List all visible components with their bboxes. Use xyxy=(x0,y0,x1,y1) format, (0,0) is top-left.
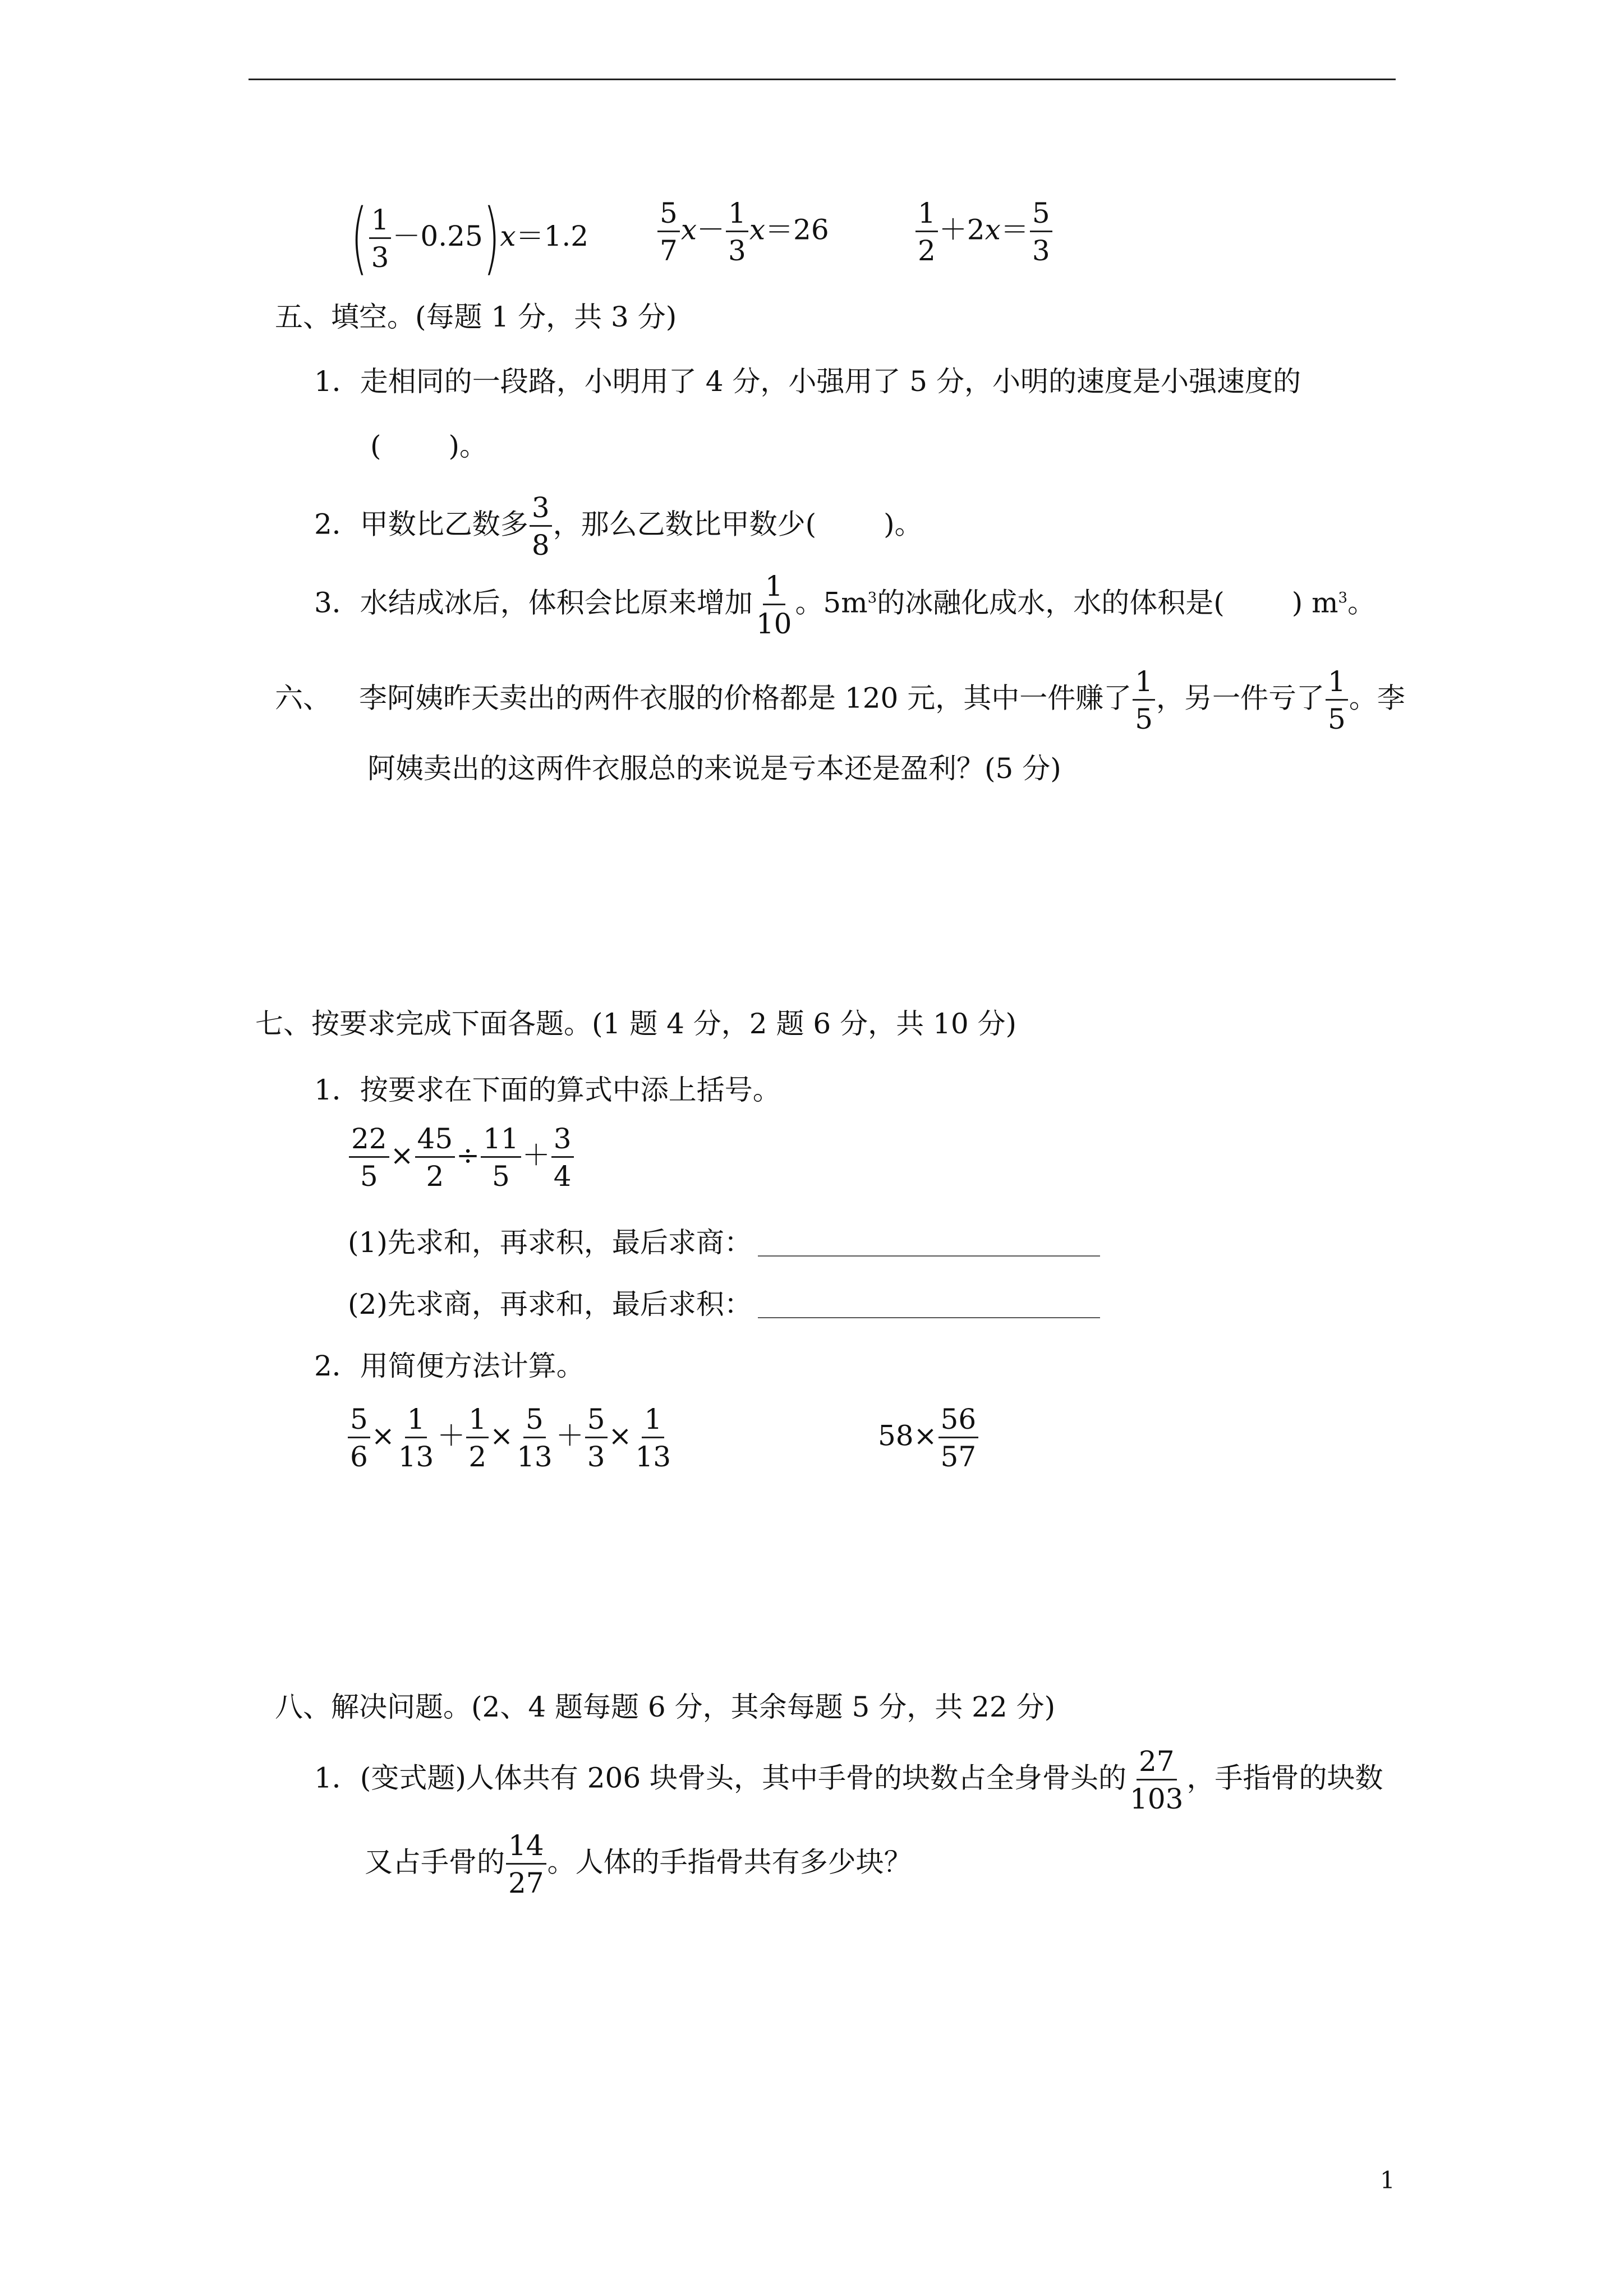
fraction: $\frac{1}{3}$ xyxy=(369,206,392,272)
expression: $\frac{22}{5}$ × $\frac{45}{2}$ ÷ $\frac{11}{5}$ ＋ $\frac{3}{4}$ xyxy=(348,1125,575,1190)
question-8-1-line-2: 又占手骨的 $\frac{14}{27}$ 。人体的手指骨共有多少块？ xyxy=(365,1829,912,1899)
fraction: $\frac{56}{57}$ xyxy=(938,1405,979,1471)
question-5-1-answer: ( )。 xyxy=(370,430,488,462)
question-7-1: 1．按要求在下面的算式中添上括号。 xyxy=(314,1074,781,1106)
section-5-title: 五、填空。(每题 1 分，共 3 分) xyxy=(275,301,677,333)
fraction: $\frac{5}{13}$ xyxy=(517,1403,553,1473)
fraction: $\frac{3}{8}$ xyxy=(530,494,552,559)
fraction: $\frac{27}{103}$ xyxy=(1130,1745,1184,1815)
sub-question-2: (2)先求商，再求和，最后求积： xyxy=(348,1290,1100,1318)
fraction: $\frac{1}{5}$ xyxy=(1133,668,1155,733)
question-8-1: 1．(变式题)人体共有 206 块骨头，其中手骨的块数占全身骨头的 $\frac{27}{103}$ ，手指骨的块数 xyxy=(314,1745,1383,1815)
page-number: 1 xyxy=(1380,2166,1395,2194)
fraction: $\frac{5}{3}$ xyxy=(1030,199,1052,265)
fraction: $\frac{14}{27}$ xyxy=(506,1832,546,1897)
fraction: $\frac{5}{6}$ xyxy=(348,1405,370,1471)
fraction: $\frac{1}{13}$ xyxy=(635,1403,671,1473)
equation-3: $\frac{1}{2}$ ＋2x＝ $\frac{5}{3}$ xyxy=(914,199,1053,265)
right-paren-icon: ) xyxy=(483,192,500,284)
section-6: 六、 李阿姨昨天卖出的两件衣服的价格都是 120 元，其中一件赚了 $\frac{1}{5}$ ，另一件亏了 $\frac{1}{5}$ 。李 xyxy=(275,665,1405,735)
question-7-2: 2．用简便方法计算。 xyxy=(314,1350,585,1382)
fraction: $\frac{1}{3}$ xyxy=(726,199,748,265)
equation-2: $\frac{5}{7}$ x－ $\frac{1}{3}$ x＝26 xyxy=(656,199,829,265)
fraction: $\frac{45}{2}$ xyxy=(415,1125,456,1190)
section-7-title: 七、按要求完成下面各题。(1 题 4 分，2 题 6 分，共 10 分) xyxy=(255,1007,1017,1040)
left-paren-icon: ( xyxy=(351,192,368,284)
equation-1: ( $\frac{1}{3}$ －0.25)x＝1.2 xyxy=(351,192,589,284)
question-5-3: 3．水结成冰后，体积会比原来增加 $\frac{1}{10}$ 。$5m^3$的冰融化成水，水的体积是( ) $m^3$。 xyxy=(314,570,1376,640)
section-6-line-2: 阿姨卖出的这两件衣服总的来说是亏本还是盈利？(5 分) xyxy=(367,752,1061,785)
fraction: $\frac{1}{2}$ xyxy=(915,199,938,265)
question-5-1: 1．走相同的一段路，小明用了 4 分，小强用了 5 分，小明的速度是小强速度的 xyxy=(314,365,1301,398)
sub-question-1: (1)先求和，再求积，最后求商： xyxy=(348,1228,1100,1257)
section-8-title: 八、解决问题。(2、4 题每题 6 分，其余每题 5 分，共 22 分) xyxy=(275,1691,1056,1723)
fraction: $\frac{1}{5}$ xyxy=(1326,668,1348,733)
fraction: $\frac{3}{4}$ xyxy=(551,1125,574,1190)
answer-blank-1[interactable] xyxy=(758,1233,1100,1257)
fraction: $\frac{1}{13}$ xyxy=(398,1403,434,1473)
fraction: $\frac{1}{2}$ xyxy=(466,1405,489,1471)
calculation-1: $\frac{5}{6}$ × $\frac{1}{13}$ ＋ $\frac{1}{2}$ × $\frac{5}{13}$ ＋ $\frac{5}{3}$ × $\frac{1}{13}$ xyxy=(347,1405,674,1471)
fraction: $\frac{5}{3}$ xyxy=(585,1405,608,1471)
fraction: $\frac{1}{10}$ xyxy=(756,570,792,640)
fraction: $\frac{22}{5}$ xyxy=(349,1125,389,1190)
header-rule xyxy=(249,79,1396,80)
answer-blank-2[interactable] xyxy=(758,1295,1100,1318)
fraction: $\frac{5}{7}$ xyxy=(657,199,680,265)
fraction: $\frac{11}{5}$ xyxy=(481,1125,521,1190)
calculation-2: 58× $\frac{56}{57}$ xyxy=(878,1405,979,1471)
question-5-2: 2．甲数比乙数多 $\frac{3}{8}$ ，那么乙数比甲数少( )。 xyxy=(314,491,923,562)
